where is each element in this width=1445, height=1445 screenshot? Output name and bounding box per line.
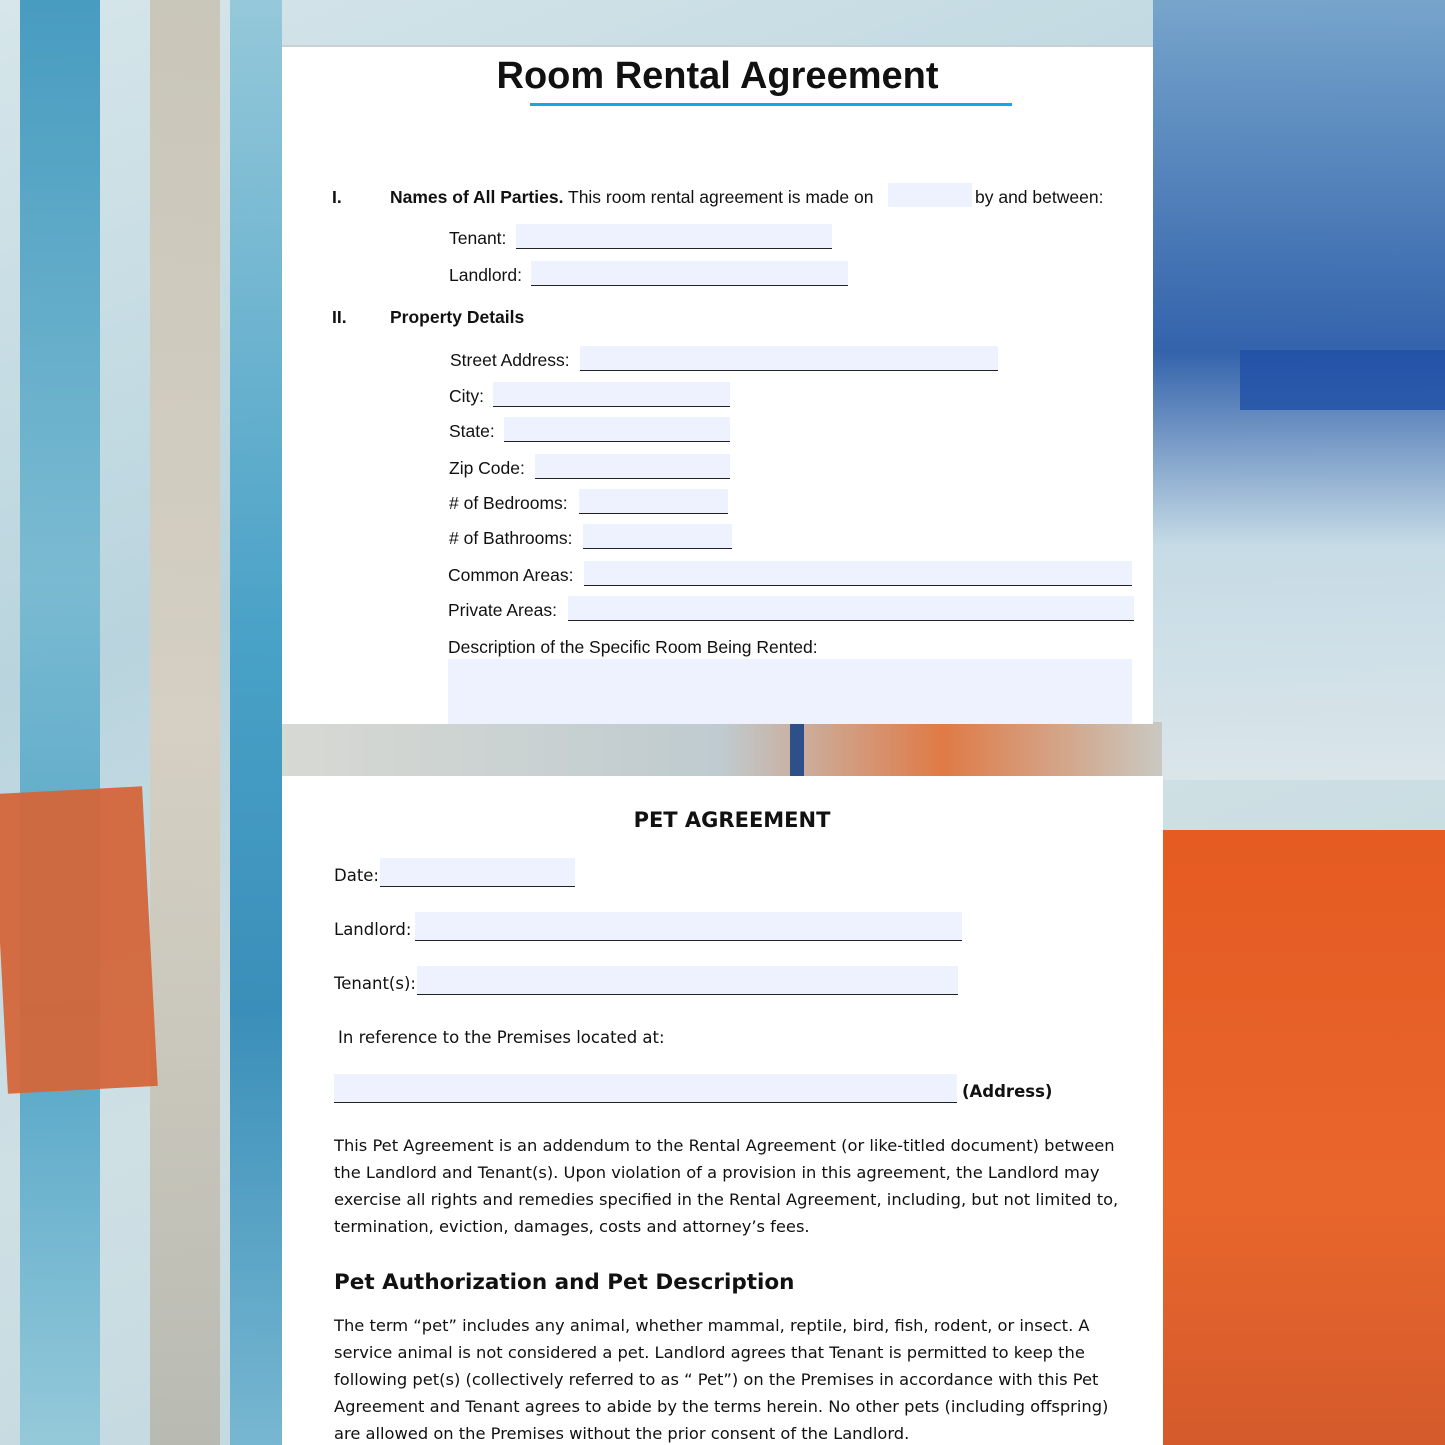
- section-1-line: [390, 187, 873, 208]
- section-1-text: This room rental agreement is made on: [568, 187, 874, 207]
- bedrooms-field[interactable]: [579, 489, 728, 514]
- common-areas-field[interactable]: [584, 561, 1132, 586]
- section-1-text-after: by and between:: [975, 187, 1104, 207]
- pet-landlord-field[interactable]: [415, 912, 962, 941]
- section-number-2: II.: [332, 307, 347, 327]
- landlord-field[interactable]: [531, 261, 848, 286]
- document-title: Room Rental Agreement: [496, 55, 939, 97]
- title-underline: [530, 103, 1012, 106]
- zip-code-label: Zip Code:: [449, 458, 525, 478]
- section-2-heading: Property Details: [390, 307, 525, 327]
- private-areas-field[interactable]: [568, 596, 1134, 621]
- room-description-label: Description of the Specific Room Being Rented:: [448, 637, 818, 657]
- section-1-heading: Names of All Parties.: [390, 187, 564, 207]
- bathrooms-field[interactable]: [583, 524, 732, 549]
- street-address-label: Street Address:: [450, 350, 570, 370]
- tenant-label: Tenant:: [449, 228, 507, 248]
- pet-definition-paragraph: The term “pet” includes any animal, whether mammal, reptile, bird, fish, rodent, or insect. A service animal is not considered a pet. Landlord agrees that Tenant is permitted to keep the following pet(s) (collectively referred to as “ Pet”) on the Premises in accordance with this Pet Agreement and Tenant agrees to abide by the terms herein. No other pets (including offspring) are allowed on the Premises without the prior consent of the Landlord.: [334, 1316, 1109, 1443]
- section-number-1: I.: [332, 187, 342, 207]
- bedrooms-label: # of Bedrooms:: [449, 493, 568, 513]
- city-field[interactable]: [493, 382, 730, 407]
- landlord-label: Landlord:: [449, 265, 522, 285]
- city-label: City:: [449, 386, 484, 406]
- addendum-paragraph: This Pet Agreement is an addendum to the Rental Agreement (or like-titled document) between the Landlord and Tenant(s). Upon violation of a provision in this agreement, the Landlord may exercise all rights and remedies specified in the Rental Agreement, including, but not limited to, termination, eviction, damages, costs and attorney’s fees.: [334, 1136, 1119, 1236]
- room-description-field[interactable]: [448, 659, 1132, 724]
- tenant-field[interactable]: [516, 224, 832, 249]
- address-field[interactable]: [334, 1074, 957, 1103]
- address-label: (Address): [962, 1082, 1053, 1101]
- pet-agreement-page: [282, 776, 1163, 1445]
- room-rental-agreement-page: [282, 45, 1153, 724]
- date-field[interactable]: [380, 858, 575, 887]
- premises-text: In reference to the Premises located at:: [338, 1028, 665, 1047]
- private-areas-label: Private Areas:: [448, 600, 557, 620]
- date-label: Date:: [334, 866, 379, 885]
- bathrooms-label: # of Bathrooms:: [449, 528, 573, 548]
- tenants-label: Tenant(s):: [334, 974, 416, 993]
- zip-code-field[interactable]: [535, 454, 730, 479]
- agreement-date-field[interactable]: [888, 183, 972, 207]
- common-areas-label: Common Areas:: [448, 565, 574, 585]
- state-label: State:: [449, 421, 495, 441]
- pet-authorization-heading: Pet Authorization and Pet Description: [334, 1270, 795, 1295]
- pet-landlord-label: Landlord:: [334, 920, 412, 939]
- state-field[interactable]: [504, 417, 730, 442]
- pet-agreement-title: PET AGREEMENT: [633, 808, 831, 832]
- street-address-field[interactable]: [580, 346, 998, 371]
- tenants-field[interactable]: [417, 966, 958, 995]
